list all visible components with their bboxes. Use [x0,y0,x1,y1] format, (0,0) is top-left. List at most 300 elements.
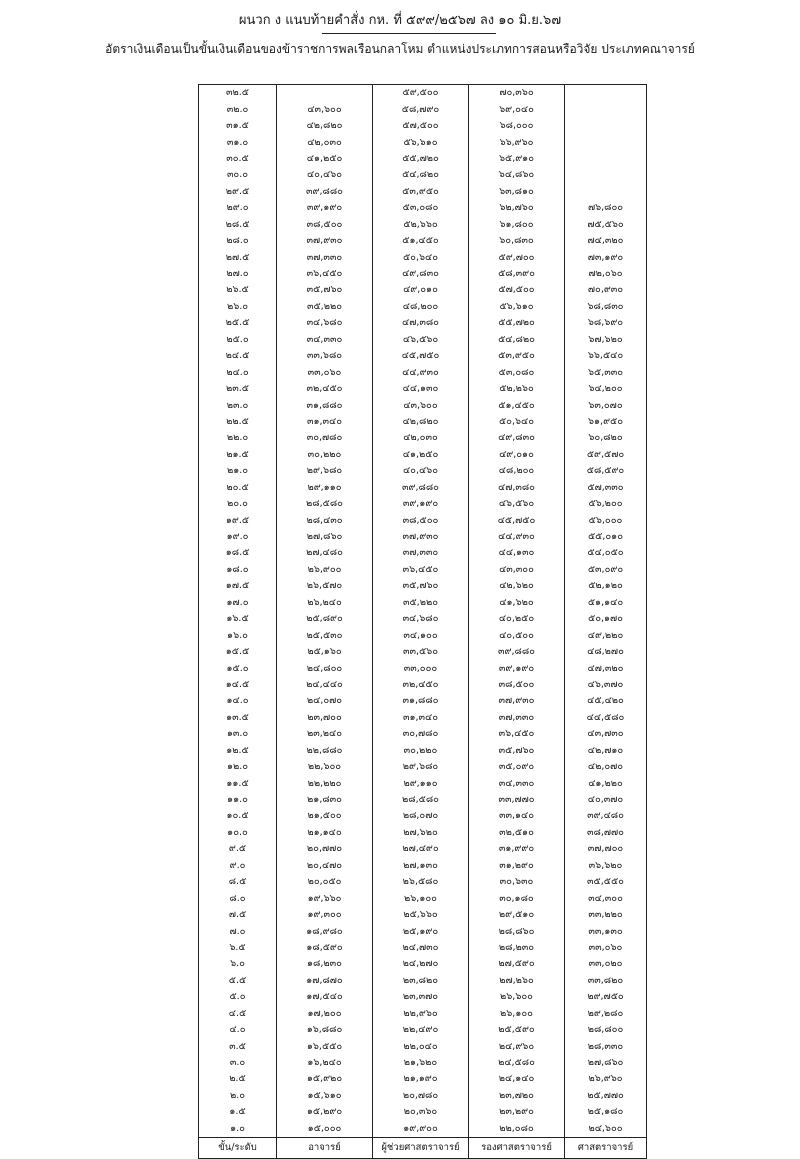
cell-lecturer: ๒๖,๕๗๐ [277,578,373,594]
cell-step: ๖.๐ [199,956,277,972]
header-rule-wrap [0,30,800,40]
cell-associate-professor: ๒๗,๒๖๐ [469,973,565,989]
cell-professor: ๕๑,๑๔๐ [565,595,647,611]
cell-step: ๒๖.๐ [199,299,277,315]
cell-lecturer: ๒๗,๘๖๐ [277,529,373,545]
cell-assistant-professor: ๓๑,๘๘๐ [373,693,469,709]
cell-associate-professor: ๖๓,๘๑๐ [469,184,565,200]
cell-lecturer: ๒๘,๔๓๐ [277,512,373,528]
cell-associate-professor: ๔๓,๓๐๐ [469,562,565,578]
cell-associate-professor: ๒๔,๙๖๐ [469,1038,565,1054]
cell-lecturer: ๒๔,๘๐๐ [277,660,373,676]
table-row [199,743,647,759]
cell-associate-professor: ๕๙,๗๐๐ [469,249,565,265]
cell-step: ๒๗.๕ [199,249,277,265]
cell-step: ๔.๐ [199,1022,277,1038]
table-row [199,726,647,742]
cell-associate-professor: ๕๕,๗๒๐ [469,315,565,331]
cell-associate-professor: ๕๓,๙๕๐ [469,348,565,364]
cell-assistant-professor: ๓๔,๑๐๐ [373,627,469,643]
cell-lecturer: ๓๗,๙๓๐ [277,233,373,249]
cell-professor: ๖๘,๖๙๐ [565,315,647,331]
cell-professor [565,167,647,183]
cell-associate-professor: ๔๙,๐๑๐ [469,447,565,463]
cell-step: ๑๓.๐ [199,726,277,742]
cell-professor: ๒๙,๒๘๐ [565,1006,647,1022]
cell-professor: ๒๖,๙๖๐ [565,1071,647,1087]
cell-associate-professor: ๔๐,๒๕๐ [469,611,565,627]
cell-lecturer: ๑๘,๕๙๐ [277,940,373,956]
table-row [199,956,647,972]
cell-associate-professor: ๓๑,๙๙๐ [469,841,565,857]
table-row [199,973,647,989]
cell-professor: ๕๘,๕๙๐ [565,463,647,479]
cell-step: ๔.๕ [199,1006,277,1022]
table-row [199,315,647,331]
cell-assistant-professor: ๓๙,๑๙๐ [373,496,469,512]
cell-lecturer: ๒๐,๐๕๐ [277,874,373,890]
cell-lecturer: ๓๒,๔๕๐ [277,381,373,397]
cell-assistant-professor: ๒๐,๓๖๐ [373,1104,469,1120]
cell-lecturer: ๒๔,๔๔๐ [277,677,373,693]
cell-lecturer: ๑๕,๐๐๐ [277,1121,373,1138]
annex-reference: ผนวก ง แนบท้ายคำสั่ง กห. ที่ ๕๙๙/๒๕๖๗ ลง ๑๐ มิ.ย.๖๗ [238,13,562,28]
cell-associate-professor: ๒๕,๕๙๐ [469,1022,565,1038]
cell-assistant-professor: ๓๙,๘๘๐ [373,480,469,496]
cell-lecturer: ๓๑,๓๔๐ [277,414,373,430]
table-row [199,1088,647,1104]
table-row [199,101,647,117]
cell-associate-professor: ๓๓,๗๗๐ [469,792,565,808]
cell-step: ๒๔.๕ [199,348,277,364]
cell-professor: ๒๕,๑๘๐ [565,1104,647,1120]
cell-assistant-professor: ๓๗,๙๓๐ [373,529,469,545]
cell-professor: ๕๒,๑๒๐ [565,578,647,594]
cell-step: ๓.๐ [199,1055,277,1071]
cell-step: ๑๐.๐ [199,825,277,841]
cell-professor: ๕๔,๐๕๐ [565,545,647,561]
cell-assistant-professor: ๕๓,๐๘๐ [373,200,469,216]
cell-lecturer: ๓๗,๓๓๐ [277,249,373,265]
cell-assistant-professor: ๒๖,๑๐๐ [373,890,469,906]
cell-lecturer: ๑๗,๕๔๐ [277,989,373,1005]
cell-lecturer: ๑๖,๘๘๐ [277,1022,373,1038]
cell-professor: ๒๘,๘๐๐ [565,1022,647,1038]
cell-professor: ๒๗,๘๖๐ [565,1055,647,1071]
cell-professor: ๓๗,๗๐๐ [565,841,647,857]
cell-professor: ๓๓,๑๓๐ [565,923,647,939]
column-header-associate-professor: รองศาสตราจารย์ [469,1138,565,1159]
table-row [199,825,647,841]
cell-step: ๒๑.๕ [199,447,277,463]
table-row [199,364,647,380]
cell-professor: ๔๓,๗๓๐ [565,726,647,742]
cell-professor: ๓๘,๗๗๐ [565,825,647,841]
table-row [199,1022,647,1038]
table-row [199,660,647,676]
cell-lecturer: ๑๘,๒๓๐ [277,956,373,972]
cell-lecturer: ๒๕,๘๙๐ [277,611,373,627]
cell-step: ๑๑.๕ [199,775,277,791]
header-rule [322,33,496,34]
table-row [199,463,647,479]
cell-lecturer: ๓๕,๒๒๐ [277,299,373,315]
cell-associate-professor: ๓๘,๕๐๐ [469,677,565,693]
column-header-row [199,1138,647,1159]
cell-professor: ๒๘,๓๓๐ [565,1038,647,1054]
cell-step: ๗.๕ [199,907,277,923]
cell-professor: ๖๗,๖๒๐ [565,332,647,348]
cell-assistant-professor: ๒๔,๒๗๐ [373,956,469,972]
cell-professor: ๔๒,๗๑๐ [565,743,647,759]
cell-step: ๓.๕ [199,1038,277,1054]
cell-professor: ๓๔,๓๐๐ [565,890,647,906]
cell-step: ๑๔.๕ [199,677,277,693]
cell-lecturer: ๑๖,๕๕๐ [277,1038,373,1054]
cell-assistant-professor: ๒๒,๐๔๐ [373,1038,469,1054]
cell-associate-professor: ๔๖,๕๖๐ [469,496,565,512]
cell-step: ๑๒.๕ [199,743,277,759]
cell-professor: ๗๓,๑๙๐ [565,249,647,265]
cell-lecturer: ๒๔,๐๗๐ [277,693,373,709]
cell-assistant-professor: ๒๒,๔๙๐ [373,1022,469,1038]
cell-assistant-professor: ๕๕,๗๒๐ [373,151,469,167]
cell-lecturer: ๒๙,๑๑๐ [277,480,373,496]
cell-step: ๑๘.๐ [199,562,277,578]
cell-step: ๒๒.๐ [199,430,277,446]
cell-assistant-professor: ๓๖,๔๕๐ [373,562,469,578]
table-row [199,480,647,496]
table-row [199,233,647,249]
cell-lecturer: ๒๑,๑๔๐ [277,825,373,841]
cell-lecturer: ๑๖,๒๔๐ [277,1055,373,1071]
cell-step: ๒.๐ [199,1088,277,1104]
cell-assistant-professor: ๒๒,๙๖๐ [373,1006,469,1022]
cell-professor: ๗๖,๘๐๐ [565,200,647,216]
cell-assistant-professor: ๒๗,๑๓๐ [373,858,469,874]
cell-step: ๒๘.๕ [199,217,277,233]
cell-step: ๒๙.๐ [199,200,277,216]
cell-step: ๒๒.๕ [199,414,277,430]
table-row [199,1038,647,1054]
cell-professor: ๓๓,๐๒๐ [565,956,647,972]
cell-assistant-professor: ๓๕,๗๖๐ [373,578,469,594]
table-row [199,710,647,726]
table-row [199,430,647,446]
cell-professor: ๓๓,๘๒๐ [565,973,647,989]
cell-assistant-professor: ๓๓,๐๐๐ [373,660,469,676]
cell-associate-professor: ๕๑,๔๕๐ [469,397,565,413]
cell-lecturer: ๒๖,๙๐๐ [277,562,373,578]
cell-lecturer: ๒๗,๔๘๐ [277,545,373,561]
cell-step: ๑๙.๕ [199,512,277,528]
table-row [199,447,647,463]
cell-professor: ๖๕,๓๓๐ [565,364,647,380]
table-row [199,841,647,857]
table-row [199,611,647,627]
cell-assistant-professor: ๓๓,๕๖๐ [373,644,469,660]
cell-professor: ๖๘,๘๓๐ [565,299,647,315]
cell-step: ๙.๕ [199,841,277,857]
cell-step: ๑๕.๐ [199,660,277,676]
cell-lecturer: ๑๘,๙๘๐ [277,923,373,939]
cell-assistant-professor: ๓๐,๒๒๐ [373,743,469,759]
cell-professor: ๗๔,๓๒๐ [565,233,647,249]
table-row [199,644,647,660]
cell-assistant-professor: ๒๙,๑๑๐ [373,775,469,791]
cell-step: ๑๐.๕ [199,808,277,824]
cell-associate-professor: ๗๐,๓๖๐ [469,85,565,102]
cell-assistant-professor: ๑๙,๙๐๐ [373,1121,469,1138]
cell-professor: ๔๙,๒๒๐ [565,627,647,643]
cell-professor: ๔๕,๔๒๐ [565,693,647,709]
cell-professor: ๔๗,๓๒๐ [565,660,647,676]
cell-lecturer [277,85,373,102]
cell-step: ๑๙.๐ [199,529,277,545]
cell-step: ๒.๕ [199,1071,277,1087]
cell-assistant-professor: ๕๒,๖๖๐ [373,217,469,233]
document-title: อัตราเงินเดือนเป็นขั้นเงินเดือนของข้าราชการพลเรือนกลาโหม ตำแหน่งประเภทการสอนหรือวิจัย ประเภทคณาจารย์ [105,42,695,56]
cell-professor: ๔๖,๓๗๐ [565,677,647,693]
cell-lecturer: ๔๓,๖๐๐ [277,101,373,117]
column-header-assistant-professor: ผู้ช่วยศาสตราจารย์ [373,1138,469,1159]
cell-lecturer: ๒๙,๖๘๐ [277,463,373,479]
table-row [199,578,647,594]
cell-lecturer: ๓๘,๕๐๐ [277,217,373,233]
cell-professor: ๗๐,๙๓๐ [565,282,647,298]
cell-step: ๒๗.๐ [199,266,277,282]
cell-lecturer: ๔๐,๔๖๐ [277,167,373,183]
cell-step: ๕.๐ [199,989,277,1005]
table-row [199,792,647,808]
cell-associate-professor: ๔๕,๗๕๐ [469,512,565,528]
cell-lecturer: ๒๑,๘๓๐ [277,792,373,808]
cell-associate-professor: ๖๐,๘๓๐ [469,233,565,249]
column-header-lecturer: อาจารย์ [277,1138,373,1159]
cell-professor: ๕๐,๑๗๐ [565,611,647,627]
cell-step: ๑.๐ [199,1121,277,1138]
cell-associate-professor: ๕๐,๖๔๐ [469,414,565,430]
cell-professor: ๕๙,๕๗๐ [565,447,647,463]
cell-lecturer: ๔๒,๘๒๐ [277,118,373,134]
cell-lecturer: ๒๒,๒๒๐ [277,775,373,791]
cell-step: ๑๓.๕ [199,710,277,726]
cell-professor [565,151,647,167]
salary-table-footer [199,1138,647,1159]
cell-associate-professor: ๒๓,๒๙๐ [469,1104,565,1120]
cell-lecturer: ๑๙,๖๖๐ [277,890,373,906]
cell-assistant-professor: ๒๗,๔๙๐ [373,841,469,857]
cell-step: ๓๑.๕ [199,118,277,134]
cell-assistant-professor: ๒๕,๑๙๐ [373,923,469,939]
table-row [199,118,647,134]
cell-step: ๒๙.๕ [199,184,277,200]
cell-assistant-professor: ๒๐,๗๘๐ [373,1088,469,1104]
cell-associate-professor: ๓๗,๓๓๐ [469,710,565,726]
table-row [199,184,647,200]
cell-associate-professor: ๒๖,๑๐๐ [469,1006,565,1022]
cell-professor: ๔๒,๐๗๐ [565,759,647,775]
cell-associate-professor: ๖๔,๘๖๐ [469,167,565,183]
table-row [199,693,647,709]
table-row [199,1071,647,1087]
table-row [199,808,647,824]
cell-assistant-professor: ๔๔,๙๓๐ [373,364,469,380]
cell-associate-professor: ๒๖,๖๐๐ [469,989,565,1005]
cell-lecturer: ๓๔,๓๓๐ [277,332,373,348]
cell-step: ๑๘.๕ [199,545,277,561]
cell-lecturer: ๒๖,๒๔๐ [277,595,373,611]
table-row [199,1104,647,1120]
cell-assistant-professor: ๒๑,๖๒๐ [373,1055,469,1071]
table-row [199,217,647,233]
cell-associate-professor: ๓๐,๑๘๐ [469,890,565,906]
cell-professor: ๕๗,๓๓๐ [565,480,647,496]
cell-professor [565,184,647,200]
cell-assistant-professor: ๓๐,๗๘๐ [373,726,469,742]
cell-professor: ๖๑,๙๕๐ [565,414,647,430]
cell-associate-professor: ๔๔,๙๓๐ [469,529,565,545]
cell-lecturer: ๒๐,๔๗๐ [277,858,373,874]
table-row [199,545,647,561]
cell-professor: ๕๕,๐๑๐ [565,529,647,545]
cell-associate-professor: ๓๓,๑๔๐ [469,808,565,824]
table-row [199,940,647,956]
cell-assistant-professor: ๓๕,๒๒๐ [373,595,469,611]
cell-step: ๓๑.๐ [199,134,277,150]
cell-assistant-professor: ๒๕,๖๖๐ [373,907,469,923]
cell-assistant-professor: ๔๖,๕๖๐ [373,332,469,348]
table-row [199,397,647,413]
cell-associate-professor: ๕๒,๒๖๐ [469,381,565,397]
cell-assistant-professor: ๒๓,๘๒๐ [373,973,469,989]
table-row [199,167,647,183]
cell-lecturer: ๑๕,๖๑๐ [277,1088,373,1104]
cell-step: ๓๒.๕ [199,85,277,102]
table-row [199,381,647,397]
cell-lecturer: ๒๒,๖๐๐ [277,759,373,775]
cell-step: ๒๓.๕ [199,381,277,397]
cell-associate-professor: ๕๘,๓๙๐ [469,266,565,282]
cell-step: ๒๐.๐ [199,496,277,512]
cell-step: ๑๒.๐ [199,759,277,775]
cell-lecturer: ๑๗,๘๗๐ [277,973,373,989]
table-row [199,562,647,578]
cell-step: ๘.๕ [199,874,277,890]
cell-lecturer: ๒๒,๘๘๐ [277,743,373,759]
cell-step: ๒๔.๐ [199,364,277,380]
cell-step: ๑.๕ [199,1104,277,1120]
cell-assistant-professor: ๓๗,๓๓๐ [373,545,469,561]
table-row [199,200,647,216]
cell-step: ๒๘.๐ [199,233,277,249]
cell-professor: ๓๓,๐๖๐ [565,940,647,956]
cell-professor: ๗๒,๐๖๐ [565,266,647,282]
cell-step: ๒๑.๐ [199,463,277,479]
cell-associate-professor: ๖๘,๐๐๐ [469,118,565,134]
cell-lecturer: ๓๑,๘๘๐ [277,397,373,413]
cell-professor: ๒๕,๗๗๐ [565,1088,647,1104]
cell-associate-professor: ๒๔,๑๔๐ [469,1071,565,1087]
cell-associate-professor: ๒๒,๐๘๐ [469,1121,565,1138]
cell-professor: ๓๓,๒๒๐ [565,907,647,923]
table-row [199,282,647,298]
cell-lecturer: ๓๕,๗๖๐ [277,282,373,298]
cell-lecturer: ๑๙,๓๐๐ [277,907,373,923]
table-row [199,858,647,874]
cell-associate-professor: ๓๕,๐๙๐ [469,759,565,775]
cell-lecturer: ๔๒,๐๓๐ [277,134,373,150]
table-row [199,512,647,528]
cell-step: ๖.๕ [199,940,277,956]
cell-associate-professor: ๖๕,๙๑๐ [469,151,565,167]
cell-step: ๓๐.๐ [199,167,277,183]
cell-assistant-professor: ๕๔,๘๒๐ [373,167,469,183]
cell-professor: ๓๕,๕๕๐ [565,874,647,890]
table-row [199,595,647,611]
table-row [199,907,647,923]
cell-professor: ๒๔,๖๐๐ [565,1121,647,1138]
cell-assistant-professor: ๒๗,๖๒๐ [373,825,469,841]
table-row [199,677,647,693]
column-header-step: ขั้น/ระดับ [199,1138,277,1159]
cell-assistant-professor: ๕๑,๔๕๐ [373,233,469,249]
cell-assistant-professor: ๓๔,๖๘๐ [373,611,469,627]
cell-assistant-professor: ๒๘,๐๗๐ [373,808,469,824]
table-row [199,85,647,102]
cell-assistant-professor: ๔๙,๐๑๐ [373,282,469,298]
cell-assistant-professor: ๓๘,๕๐๐ [373,512,469,528]
cell-associate-professor: ๓๑,๒๙๐ [469,858,565,874]
table-row [199,923,647,939]
cell-professor: ๔๐,๓๗๐ [565,792,647,808]
cell-step: ๕.๕ [199,973,277,989]
cell-step: ๓๐.๕ [199,151,277,167]
cell-associate-professor: ๕๔,๘๒๐ [469,332,565,348]
cell-lecturer: ๑๕,๒๙๐ [277,1104,373,1120]
cell-associate-professor: ๕๖,๖๑๐ [469,299,565,315]
cell-assistant-professor: ๒๖,๕๘๐ [373,874,469,890]
table-row [199,989,647,1005]
table-row [199,874,647,890]
cell-lecturer: ๒๓,๗๐๐ [277,710,373,726]
cell-step: ๒๐.๕ [199,480,277,496]
cell-assistant-professor: ๔๘,๒๐๐ [373,299,469,315]
table-row [199,299,647,315]
cell-professor: ๖๔,๒๐๐ [565,381,647,397]
cell-assistant-professor: ๕๓,๙๕๐ [373,184,469,200]
cell-lecturer: ๓๓,๐๖๐ [277,364,373,380]
cell-associate-professor: ๓๕,๗๖๐ [469,743,565,759]
cell-assistant-professor: ๔๒,๐๓๐ [373,430,469,446]
cell-professor: ๗๕,๕๖๐ [565,217,647,233]
cell-assistant-professor: ๔๐,๔๖๐ [373,463,469,479]
cell-associate-professor: ๒๓,๗๒๐ [469,1088,565,1104]
cell-professor [565,134,647,150]
table-row [199,414,647,430]
cell-associate-professor: ๔๑,๖๒๐ [469,595,565,611]
cell-associate-professor: ๒๘,๒๓๐ [469,940,565,956]
table-row [199,1055,647,1071]
table-row [199,1006,647,1022]
cell-associate-professor: ๔๗,๓๘๐ [469,480,565,496]
cell-associate-professor: ๓๔,๓๓๐ [469,775,565,791]
cell-associate-professor: ๔๐,๕๐๐ [469,627,565,643]
cell-lecturer: ๓๐,๒๒๐ [277,447,373,463]
cell-step: ๑๕.๕ [199,644,277,660]
table-row [199,1121,647,1138]
cell-assistant-professor: ๒๘,๕๘๐ [373,792,469,808]
